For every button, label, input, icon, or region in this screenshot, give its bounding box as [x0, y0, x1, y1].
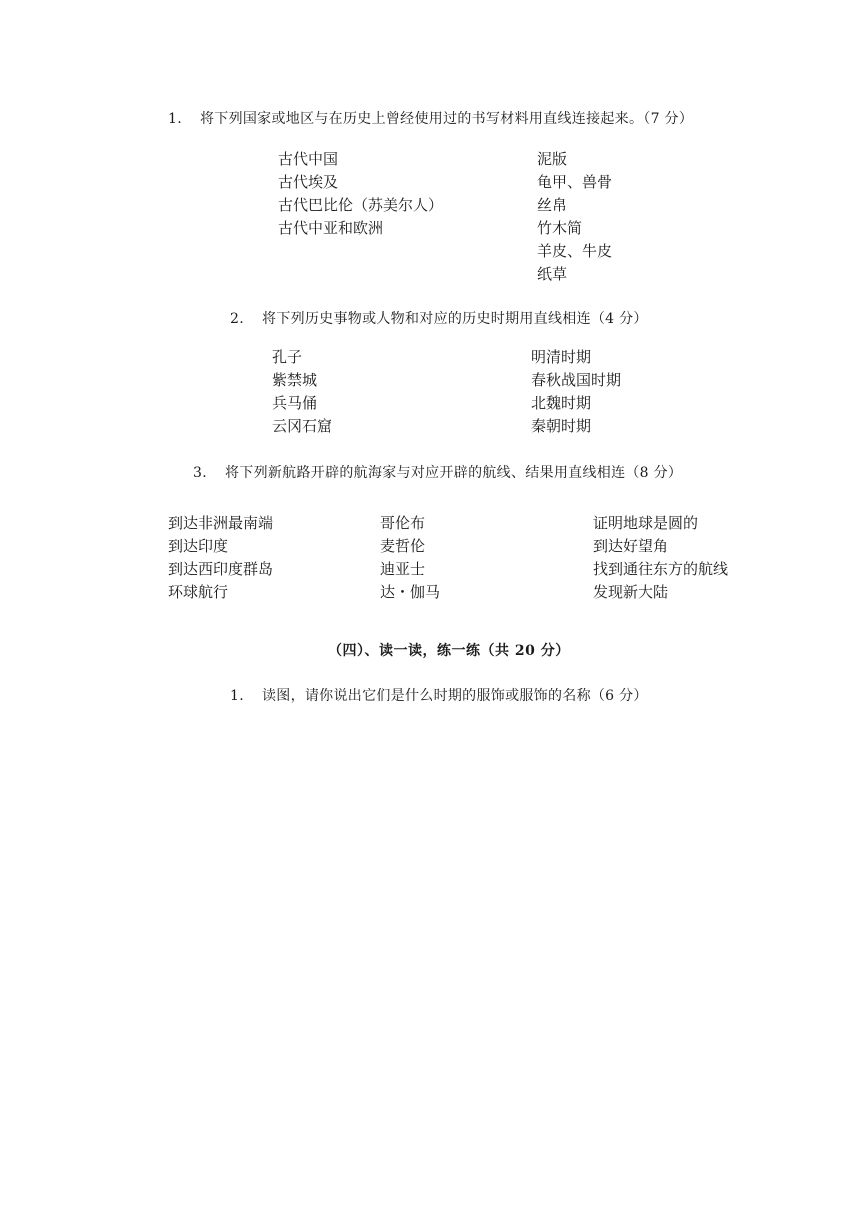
q2-right-item: 北魏时期 [531, 394, 592, 412]
q2-left-item: 紫禁城 [272, 371, 318, 389]
q1-text: 将下列国家或地区与在历史上曾经使用过的书写材料用直线连接起来。（7 分） [199, 111, 694, 127]
q1-right-item: 泥版 [537, 150, 568, 168]
q3-right-item: 发现新大陆 [593, 583, 669, 601]
q2-left-item: 孔子 [272, 348, 303, 366]
q3-middle-item: 麦哲伦 [380, 537, 426, 555]
section4-q1-number: 1. [230, 688, 244, 704]
q1-left-item: 古代埃及 [278, 173, 339, 191]
q3-prompt [193, 462, 682, 482]
q1-left-item: 古代中亚和欧洲 [278, 219, 384, 237]
q2-number: 2. [230, 311, 244, 327]
q1-right-item: 羊皮、牛皮 [537, 242, 613, 260]
q1-left-item: 古代巴比伦（苏美尔人） [278, 196, 444, 214]
q1-number: 1. [168, 111, 182, 127]
q3-middle-item: 哥伦布 [380, 514, 426, 532]
q2-right-column [531, 346, 621, 438]
q2-right-item: 明清时期 [531, 348, 592, 366]
q1-right-item: 竹木简 [537, 219, 583, 237]
q3-left-item: 到达非洲最南端 [168, 514, 274, 532]
q2-left-item: 兵马俑 [272, 394, 318, 412]
section4-q1-prompt [230, 685, 648, 705]
q3-right-column [593, 512, 728, 604]
q3-middle-item: 达・伽马 [380, 583, 441, 601]
q1-right-item: 纸草 [537, 265, 568, 283]
q3-right-item: 证明地球是圆的 [593, 514, 699, 532]
q2-left-column [272, 346, 332, 438]
q2-left-item: 云冈石窟 [272, 417, 333, 435]
q3-left-item: 环球航行 [168, 583, 229, 601]
q1-right-item: 龟甲、兽骨 [537, 173, 613, 191]
q3-right-item: 到达好望角 [593, 537, 669, 555]
q1-right-column [537, 148, 612, 286]
q1-right-item: 丝帛 [537, 196, 568, 214]
section4-q1-text: 读图，请你说出它们是什么时期的服饰或服饰的名称（6 分） [261, 688, 648, 704]
q1-left-column [278, 148, 443, 240]
q3-middle-column [380, 512, 440, 604]
q3-left-item: 到达印度 [168, 537, 229, 555]
q2-text: 将下列历史事物或人物和对应的历史时期用直线相连（4 分） [261, 311, 648, 327]
q2-right-item: 秦朝时期 [531, 417, 592, 435]
q2-prompt [230, 308, 648, 328]
section4-title: （四）、读一读，练一练（共 20 分） [328, 643, 570, 659]
q3-right-item: 找到通往东方的航线 [593, 560, 729, 578]
q3-number: 3. [193, 465, 207, 481]
q1-prompt [168, 108, 693, 128]
q3-left-column [168, 512, 273, 604]
q2-right-item: 春秋战国时期 [531, 371, 622, 389]
q3-text: 将下列新航路开辟的航海家与对应开辟的航线、结果用直线相连（8 分） [224, 465, 683, 481]
q3-middle-item: 迪亚士 [380, 560, 426, 578]
q1-left-item: 古代中国 [278, 150, 339, 168]
q3-left-item: 到达西印度群岛 [168, 560, 274, 578]
